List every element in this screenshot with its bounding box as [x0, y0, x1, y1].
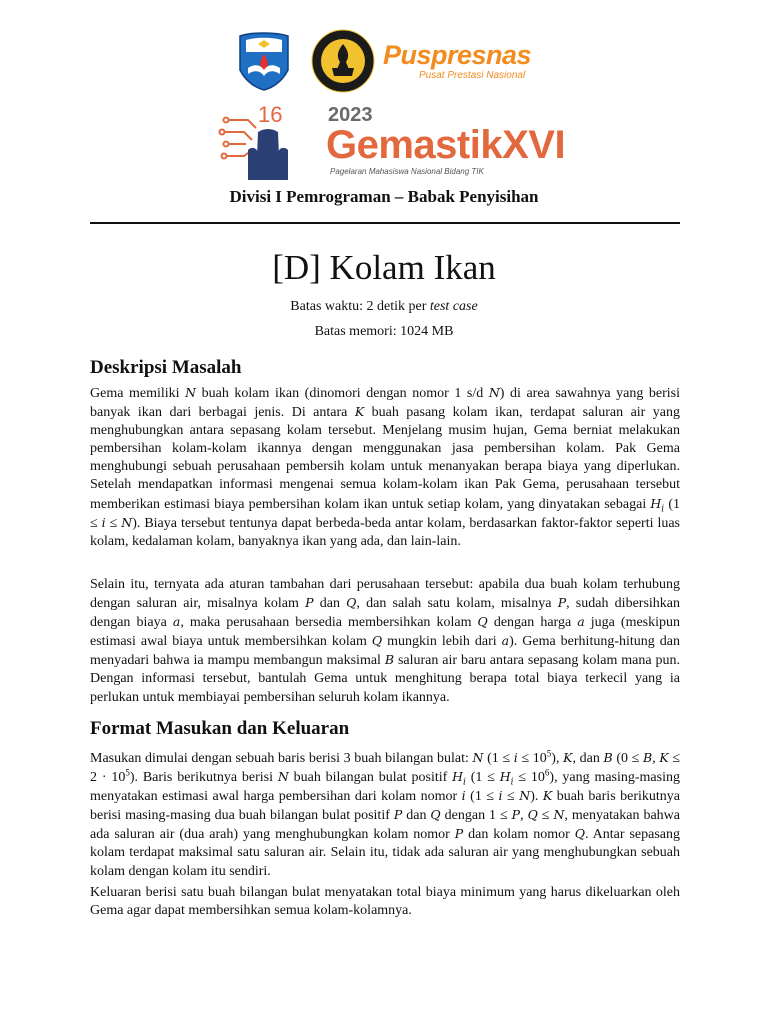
division-heading: Divisi I Pemrograman – Babak Penyisihan: [229, 187, 539, 206]
description-heading: Deskripsi Masalah: [90, 357, 242, 378]
io-heading: Format Masukan dan Keluaran: [90, 718, 350, 739]
puspresnas-title: Puspresnas: [383, 40, 532, 70]
puspresnas-subtitle: Pusat Prestasi Nasional: [419, 70, 526, 81]
header-divider: [90, 222, 680, 224]
gemastik-emblem-icon: [218, 100, 318, 186]
kemdikbud-logo-icon: [232, 30, 296, 92]
time-limit-italic: test case: [429, 299, 478, 314]
output-format-paragraph: Keluaran berisi satu buah bilangan bulat menyatakan total biaya minimum yang harus dikeluarkan oleh Gema agar dapat membersihkan semua kolam-kolamnya.: [90, 885, 680, 919]
gemastik-year: 2023: [328, 104, 373, 126]
puspresnas-logo: [383, 40, 543, 90]
svg-text:16: 16: [258, 102, 283, 127]
memory-limit: Batas memori: 1024 MB: [314, 324, 454, 339]
description-paragraph-2: Selain itu, ternyata ada aturan tambahan dari perusahaan tersebut: apabila dua buah kolam terhubung dengan saluran air, misalnya kolam P dan Q, dan salah satu kolam, misalnya P, sudah dibersihkan dengan biaya a, maka perusahaan bersedia membersihkan kolam Q dengan harga a juga (meskipun estimasi awal biaya untuk membersihkan kolam Q mungkin lebih dari a). Gema berhitung-hitung dan menyadari bahwa ia mampu membangun maksimal B saluran air baru antara sepasang kolam mana pun. Dengan informasi tersebut, bantulah Gema untuk menghitung berapa total biaya terkecil yang ia perlukan untuk membiayai pembersihan seluruh kolam ikannya.: [90, 577, 681, 705]
time-limit-prefix: Batas waktu: 2 detik per: [290, 299, 430, 314]
gemastik-name: GemastikXVI: [326, 123, 566, 167]
unair-logo-icon: [310, 28, 376, 94]
problem-title: [D] Kolam Ikan: [272, 248, 496, 287]
description-paragraph-1: Gema memiliki N buah kolam ikan (dinomori dengan nomor 1 s/d N) di area sawahnya yang berisi banyak ikan dari berbagai jenis. Di antara K buah pasang kolam ikan, terdapat saluran air yang menghubungkan antara sepasang kolam tersebut. Menjelang musim hujan, Gema berniat melakukan pembersihan kolam-kolam ikannya dengan menggunakan jasa pembersihan kolam. Pak Gema menghubungi sebuah perusahaan pembersih kolam untuk menanyakan berapa biaya yang diperlukan. Setelah mendapatkan informasi mengenai semua kolam-kolam ikan Pak Gema, perusahaan tersebut memberikan estimasi biaya pembersihan kolam ikan untuk setiap kolam, yang dinyatakan sebagai $H_i$ (1 ≤ i ≤ N). Biaya tersebut tentunya dapat berbeda-beda antar kolam, berdasarkan faktor-faktor seperti luas kolam, kedalaman kolam, banyaknya ikan yang ada, dan lain-lain.: [90, 385, 681, 549]
sponsor-logos: [0, 26, 768, 96]
input-format-paragraph: Masukan dimulai dengan sebuah baris berisi 3 buah bilangan bulat: N $(1 \le i \le 10^5)$, K, dan B (0 ≤ B, $K \le 2 \cdot 10^5$). Baris berikutnya berisi N buah bilangan bulat positif $H_i$ $(1 \le H_i \le 10^6)$, yang masing-masing menyatakan estimasi awal harga pembersihan dari kolam nomor i (1 ≤ i ≤ N). K buah baris berikutnya berisi masing-masing dua buah bilangan bulat positif P dan Q dengan 1 ≤ P, Q ≤ N, menyatakan bahwa ada saluran air (dua arah) yang menghubungkan kolam nomor P dan kolam nomor Q. Antar sepasang kolam terdapat maksimal satu saluran air. Selain itu, tidak ada saluran air yang menghubungkan sebuah kolam dengan kolam itu sendiri.: [90, 748, 681, 879]
gemastik-tagline: Pagelaran Mahasiswa Nasional Bidang TIK: [330, 167, 484, 176]
time-limit: [0, 299, 768, 315]
